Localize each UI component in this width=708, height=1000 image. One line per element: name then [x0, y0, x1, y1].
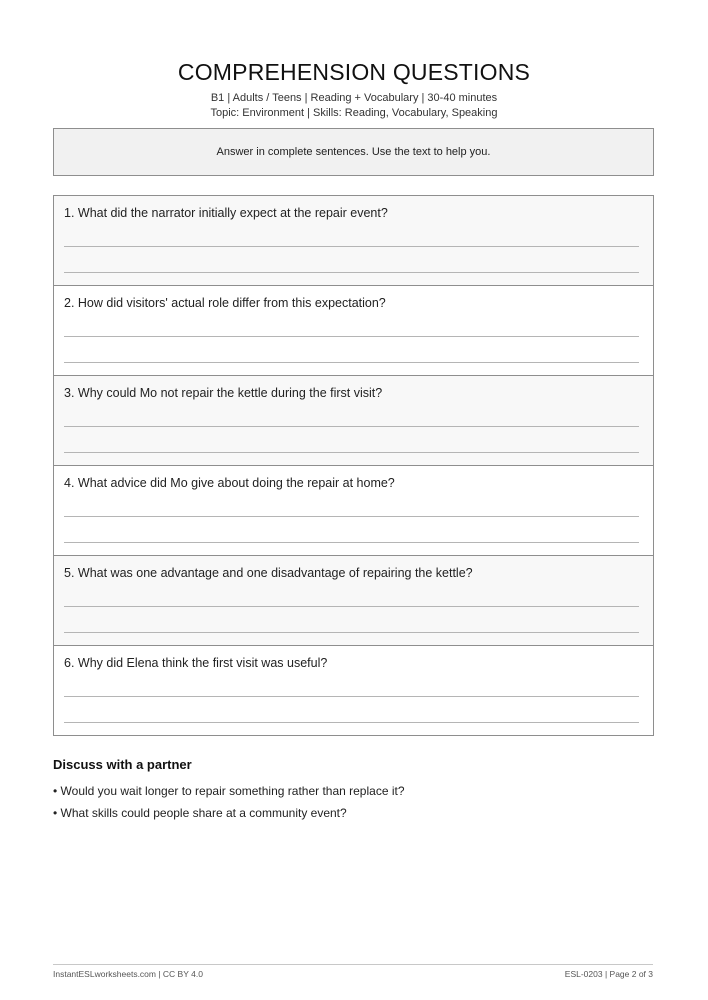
footer-page-number: ESL-0203 | Page 2 of 3	[564, 969, 653, 979]
answer-line[interactable]	[64, 696, 639, 697]
question-text: 4. What advice did Mo give about doing the repair at home?	[64, 476, 395, 490]
answer-line[interactable]	[64, 632, 639, 633]
answer-line[interactable]	[64, 426, 639, 427]
answer-line[interactable]	[64, 272, 639, 273]
footer-divider	[53, 964, 653, 965]
answer-line[interactable]	[64, 246, 639, 247]
question-block-3	[54, 376, 653, 466]
footer-source-license: InstantESLworksheets.com | CC BY 4.0	[53, 969, 203, 979]
question-block-4	[54, 466, 653, 556]
question-text: 5. What was one advantage and one disadvantage of repairing the kettle?	[64, 566, 473, 580]
question-block-6	[54, 646, 653, 736]
level-info-line: B1 | Adults / Teens | Reading + Vocabulary | 30-40 minutes	[210, 92, 498, 104]
question-block-2	[54, 286, 653, 376]
answer-line[interactable]	[64, 336, 639, 337]
answer-line[interactable]	[64, 542, 639, 543]
discussion-item: • Would you wait longer to repair something rather than replace it?	[53, 784, 405, 798]
instruction-text: Answer in complete sentences. Use the text to help you.	[216, 146, 491, 158]
answer-line[interactable]	[64, 722, 639, 723]
question-text: 2. How did visitors' actual role differ from this expectation?	[64, 296, 386, 310]
question-block-5	[54, 556, 653, 646]
discussion-item: • What skills could people share at a community event?	[53, 806, 347, 820]
question-text: 6. Why did Elena think the first visit was useful?	[64, 656, 328, 670]
instruction-box	[53, 128, 654, 176]
question-block-1	[54, 196, 653, 286]
question-text: 1. What did the narrator initially expect at the repair event?	[64, 206, 388, 220]
discussion-heading: Discuss with a partner	[53, 757, 192, 772]
answer-line[interactable]	[64, 606, 639, 607]
answer-line[interactable]	[64, 516, 639, 517]
page-title: COMPREHENSION QUESTIONS	[177, 59, 531, 85]
questions-table	[53, 195, 654, 736]
answer-line[interactable]	[64, 452, 639, 453]
topic-skills-line: Topic: Environment | Skills: Reading, Vocabulary, Speaking	[210, 107, 498, 119]
question-text: 3. Why could Mo not repair the kettle during the first visit?	[64, 386, 383, 400]
answer-line[interactable]	[64, 362, 639, 363]
